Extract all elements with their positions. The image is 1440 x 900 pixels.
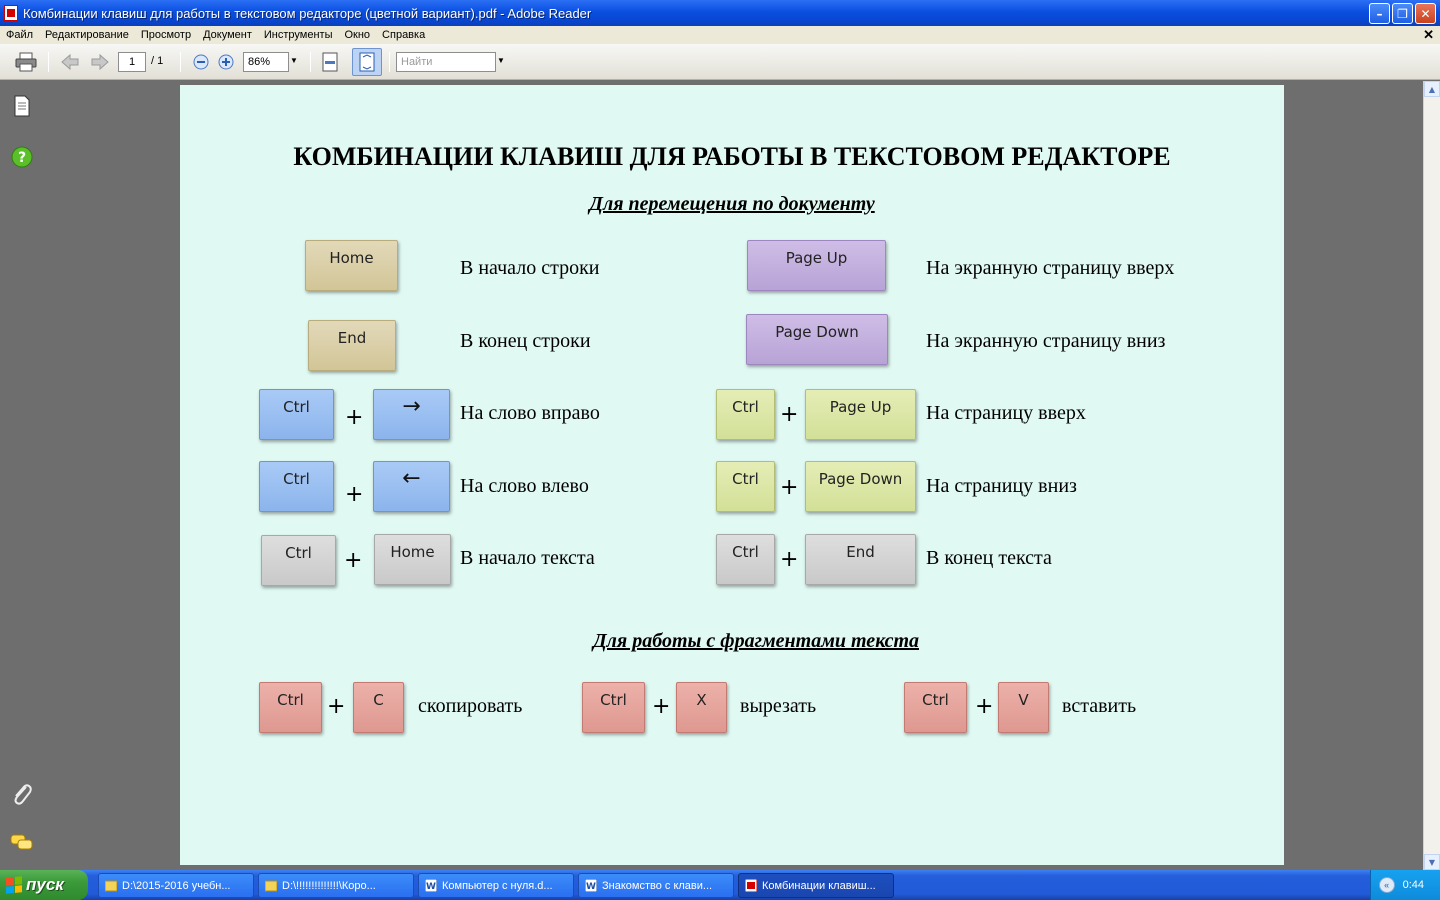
key-page-up: Page Up bbox=[805, 389, 916, 440]
desc-word-left: На слово влево bbox=[460, 475, 589, 497]
key-ctrl: Ctrl bbox=[261, 535, 336, 586]
start-label: пуск bbox=[26, 875, 64, 894]
show-hidden-icons-button[interactable]: « bbox=[1379, 877, 1395, 893]
key-page-up: Page Up bbox=[747, 240, 886, 291]
taskbar-item-word-2[interactable] bbox=[578, 873, 734, 898]
key-page-down: Page Down bbox=[746, 314, 888, 365]
key-ctrl: Ctrl bbox=[259, 389, 334, 440]
folder-icon bbox=[265, 879, 277, 892]
zoom-select[interactable]: 86% bbox=[243, 52, 289, 72]
page-number-input[interactable]: 1 bbox=[118, 52, 146, 72]
previous-page-icon[interactable] bbox=[58, 50, 82, 74]
menu-edit[interactable]: Редактирование bbox=[45, 29, 129, 41]
desc-line-end: В конец строки bbox=[460, 330, 591, 352]
key-ctrl: Ctrl bbox=[716, 389, 775, 440]
menu-bar bbox=[0, 26, 1440, 44]
taskbar-item-label: Комбинации клавиш... bbox=[762, 879, 876, 892]
key-left-arrow: ← bbox=[373, 461, 450, 512]
word-icon bbox=[425, 879, 437, 892]
desc-cut: вырезать bbox=[740, 695, 817, 717]
window-title: Комбинации клавиш для работы в текстовом редакторе (цветной вариант).pdf - Adobe Reader bbox=[23, 5, 592, 21]
plus-sign: + bbox=[780, 402, 799, 427]
desc-copy: скопировать bbox=[418, 695, 523, 717]
title-bar bbox=[0, 0, 1440, 26]
key-v: V bbox=[998, 682, 1049, 733]
desc-page-up: На страницу вверх bbox=[926, 402, 1086, 424]
pages-panel-icon[interactable] bbox=[12, 95, 32, 121]
menu-help[interactable]: Справка bbox=[382, 29, 426, 41]
scroll-down-icon[interactable]: ▼ bbox=[1424, 854, 1440, 870]
desc-line-start: В начало строки bbox=[460, 257, 600, 279]
zoom-out-icon[interactable] bbox=[189, 50, 213, 74]
key-right-arrow: → bbox=[373, 389, 450, 440]
vertical-scrollbar[interactable] bbox=[1423, 81, 1440, 870]
taskbar-item-pdf[interactable] bbox=[738, 873, 894, 898]
plus-sign: + bbox=[780, 547, 799, 572]
adobe-reader-icon bbox=[4, 5, 18, 21]
fit-width-icon[interactable] bbox=[318, 50, 342, 74]
taskbar bbox=[0, 870, 1440, 900]
page-total-label: / 1 bbox=[151, 55, 164, 67]
desc-text-end: В конец текста bbox=[926, 547, 1052, 569]
key-ctrl: Ctrl bbox=[904, 682, 967, 733]
section-heading-fragments: Для работы с фрагментами текста bbox=[593, 630, 919, 652]
key-home: Home bbox=[374, 534, 451, 585]
taskbar-item-folder-1[interactable] bbox=[98, 873, 254, 898]
word-icon bbox=[585, 879, 597, 892]
menu-tools[interactable]: Инструменты bbox=[263, 29, 333, 41]
key-x: X bbox=[676, 682, 727, 733]
scroll-up-icon[interactable]: ▲ bbox=[1424, 81, 1440, 97]
taskbar-item-word-1[interactable] bbox=[418, 873, 574, 898]
key-ctrl: Ctrl bbox=[259, 682, 322, 733]
folder-icon bbox=[105, 879, 117, 892]
key-ctrl: Ctrl bbox=[582, 682, 645, 733]
close-button[interactable]: ✕ bbox=[1415, 3, 1436, 24]
comments-icon[interactable] bbox=[10, 833, 34, 859]
windows-logo-icon bbox=[6, 876, 22, 893]
document-title: КОМБИНАЦИИ КЛАВИШ ДЛЯ РАБОТЫ В ТЕКСТОВОМ РЕДАКТОРЕ bbox=[293, 142, 1171, 171]
pdf-page bbox=[180, 85, 1284, 865]
menu-view[interactable]: Просмотр bbox=[140, 29, 192, 41]
attachments-icon[interactable] bbox=[10, 781, 34, 811]
key-ctrl: Ctrl bbox=[716, 461, 775, 512]
zoom-dropdown-icon[interactable]: ▼ bbox=[290, 56, 298, 65]
window-controls bbox=[1369, 3, 1436, 24]
plus-sign: + bbox=[345, 482, 364, 507]
fit-page-icon[interactable] bbox=[352, 48, 382, 76]
svg-text:W: W bbox=[586, 882, 596, 892]
search-dropdown-icon[interactable]: ▼ bbox=[497, 56, 505, 65]
plus-sign: + bbox=[327, 694, 346, 719]
menu-document[interactable]: Документ bbox=[203, 29, 252, 41]
next-page-icon[interactable] bbox=[88, 50, 112, 74]
key-c: C bbox=[353, 682, 404, 733]
taskbar-item-label: D:\!!!!!!!!!!!!!!\Коро... bbox=[282, 879, 376, 892]
key-page-down: Page Down bbox=[805, 461, 916, 512]
taskbar-item-label: Компьютер с нуля.d... bbox=[442, 879, 553, 892]
key-end: End bbox=[308, 320, 396, 371]
plus-sign: + bbox=[652, 694, 671, 719]
svg-text:?: ? bbox=[17, 150, 27, 166]
zoom-in-icon[interactable] bbox=[214, 50, 238, 74]
help-icon[interactable] bbox=[11, 146, 33, 172]
toolbar bbox=[0, 44, 1440, 80]
clock: 0:44 bbox=[1402, 879, 1424, 891]
key-ctrl: Ctrl bbox=[259, 461, 334, 512]
key-end: End bbox=[805, 534, 916, 585]
plus-sign: + bbox=[975, 694, 994, 719]
desc-paste: вставить bbox=[1062, 695, 1137, 717]
desc-screen-down: На экранную страницу вниз bbox=[926, 330, 1166, 352]
taskbar-item-folder-2[interactable] bbox=[258, 873, 414, 898]
svg-text:W: W bbox=[426, 882, 436, 892]
plus-sign: + bbox=[344, 548, 363, 573]
taskbar-item-label: D:\2015-2016 учебн... bbox=[122, 879, 231, 892]
plus-sign: + bbox=[345, 405, 364, 430]
maximize-button[interactable]: ❐ bbox=[1392, 3, 1413, 24]
plus-sign: + bbox=[780, 475, 799, 500]
desc-page-down: На страницу вниз bbox=[926, 475, 1077, 497]
menu-file[interactable]: Файл bbox=[6, 29, 34, 41]
navigation-pane bbox=[0, 81, 44, 870]
print-icon[interactable] bbox=[14, 50, 38, 74]
desc-screen-up: На экранную страницу вверх bbox=[926, 257, 1175, 279]
desc-text-start: В начало текста bbox=[460, 547, 595, 569]
minimize-button[interactable]: – bbox=[1369, 3, 1390, 24]
start-button[interactable] bbox=[0, 870, 88, 900]
menu-window[interactable]: Окно bbox=[344, 29, 371, 41]
key-home: Home bbox=[305, 240, 398, 291]
system-tray bbox=[1370, 870, 1440, 900]
document-close-button[interactable]: ✕ bbox=[1423, 27, 1434, 42]
pdf-icon bbox=[745, 879, 757, 892]
section-heading-navigation: Для перемещения по документу bbox=[589, 193, 875, 215]
taskbar-item-label: Знакомство с клави... bbox=[602, 879, 713, 892]
desc-word-right: На слово вправо bbox=[460, 402, 600, 424]
key-ctrl: Ctrl bbox=[716, 534, 775, 585]
search-input[interactable]: Найти bbox=[396, 52, 496, 72]
